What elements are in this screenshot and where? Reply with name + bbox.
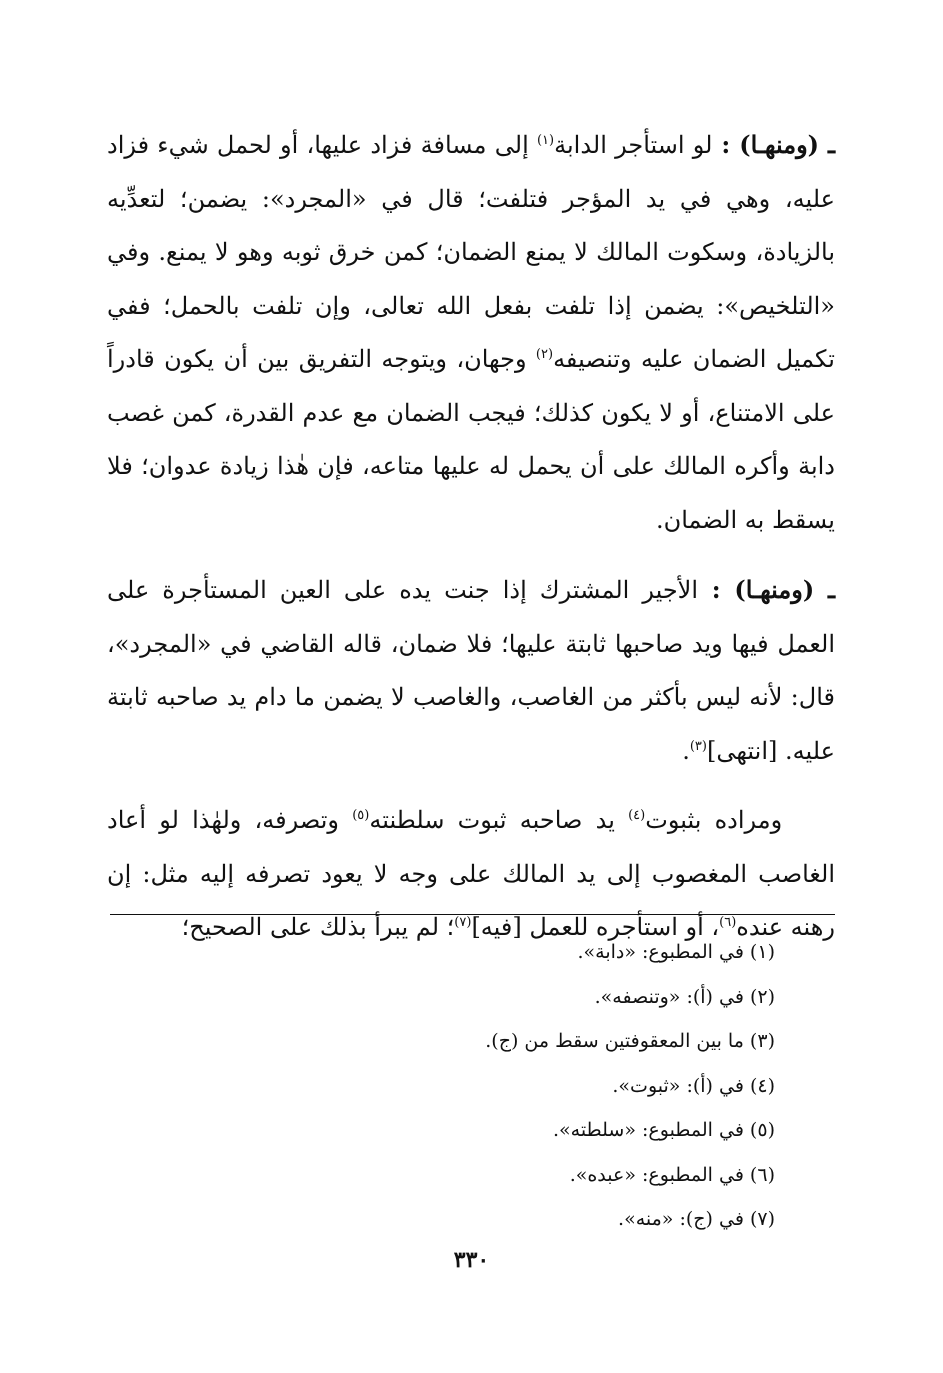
- paragraph-text: الأجير المشترك إذا جنت يده على العين المستأجرة على العمل فيها ويد صاحبها ثابتة عليها؛ فلا ضمان، قاله القاضي في «المجرد»، قال: لأنه ليس بأكثر من الغاصب، والغاصب لا يضمن ما دام يد صاحبه ثابتة عليه. [انتهى]: [107, 576, 835, 765]
- paragraph-text: يد صاحبه ثبوت سلطنته: [369, 806, 629, 834]
- page-number: ٣٣٠: [453, 1247, 490, 1273]
- footnote-reference: (١): [536, 133, 555, 148]
- main-text: [107, 118, 835, 971]
- section-lead: ـ (ومنهـا) :: [698, 575, 836, 604]
- footnote-item: (١) في المطبوع: «دابة».: [577, 941, 775, 963]
- footnote-reference: (٥): [352, 808, 370, 823]
- paragraph-text: إلى مسافة فزاد عليها، أو لحمل شيء فزاد عليه، وهي في يد المؤجر فتلفت؛ قال في «المجرد»: يضمن؛ لتعدِّيه بالزيادة، وسكوت المالك لا يمنع الضمان؛ كمن خرق ثوبه وهو لا يمنع. وفي «التلخيص»: يضمن إذا تلفت بفعل الله تعالى، وإن تلفت بالحمل؛ ففي تكميل الضمان عليه وتنصيفه: [107, 131, 835, 373]
- paragraph-text: ومراده بثبوت: [645, 806, 783, 834]
- footnote-reference: (٤): [628, 808, 646, 823]
- paragraph-text: .: [682, 736, 690, 765]
- footnote-reference: (٦): [719, 915, 737, 930]
- footnote-item: (٣) ما بين المعقوفتين سقط من (ج).: [485, 1030, 775, 1052]
- footnote-reference: (٣): [689, 738, 707, 754]
- footnote-item: (٦) في المطبوع: «عبده».: [569, 1163, 775, 1186]
- section-lead: ـ (ومنهـا) :: [712, 130, 836, 159]
- footnote-item: (٤) في (أ): «ثبوت».: [612, 1074, 775, 1097]
- footnotes-list: [175, 930, 775, 1242]
- paragraph-text: وجهان، ويتوجه التفريق بين أن يكون قادراً على الامتناع، أو لا يكون كذلك؛ فيجب الضمان مع عدم القدرة، كمن غصب دابة وأكره المالك على أن يحمل له عليها متاعه، فإن هٰذا زيادة عدوان؛ فلا يسقط به الضمان.: [107, 345, 835, 534]
- paragraph-text: لو استأجر الدابة: [554, 131, 713, 159]
- footnote-item: (٧) في (ج): «منه».: [618, 1208, 775, 1230]
- paragraph: [107, 118, 835, 547]
- paragraph: [107, 563, 835, 778]
- paragraph-text: ؛ لم يبرأ بذلك على الصحيح؛: [181, 913, 455, 941]
- footnote-item: (٢) في (أ): «وتنصفه».: [594, 985, 775, 1008]
- footnote-reference: (٧): [454, 915, 472, 930]
- footnote-separator: [110, 914, 835, 915]
- paragraph-text: وتصرفه، ولهٰذا لو أعاد الغاصب المغصوب إلى يد المالك على وجه لا يعود تصرفه إليه مثل: إن رهنه عنده: [107, 806, 835, 941]
- footnote-item: (٥) في المطبوع: «سلطته».: [552, 1119, 775, 1141]
- paragraph-text: ، أو استأجره للعمل [فيه]: [471, 913, 720, 941]
- footnote-reference: (٢): [535, 347, 554, 362]
